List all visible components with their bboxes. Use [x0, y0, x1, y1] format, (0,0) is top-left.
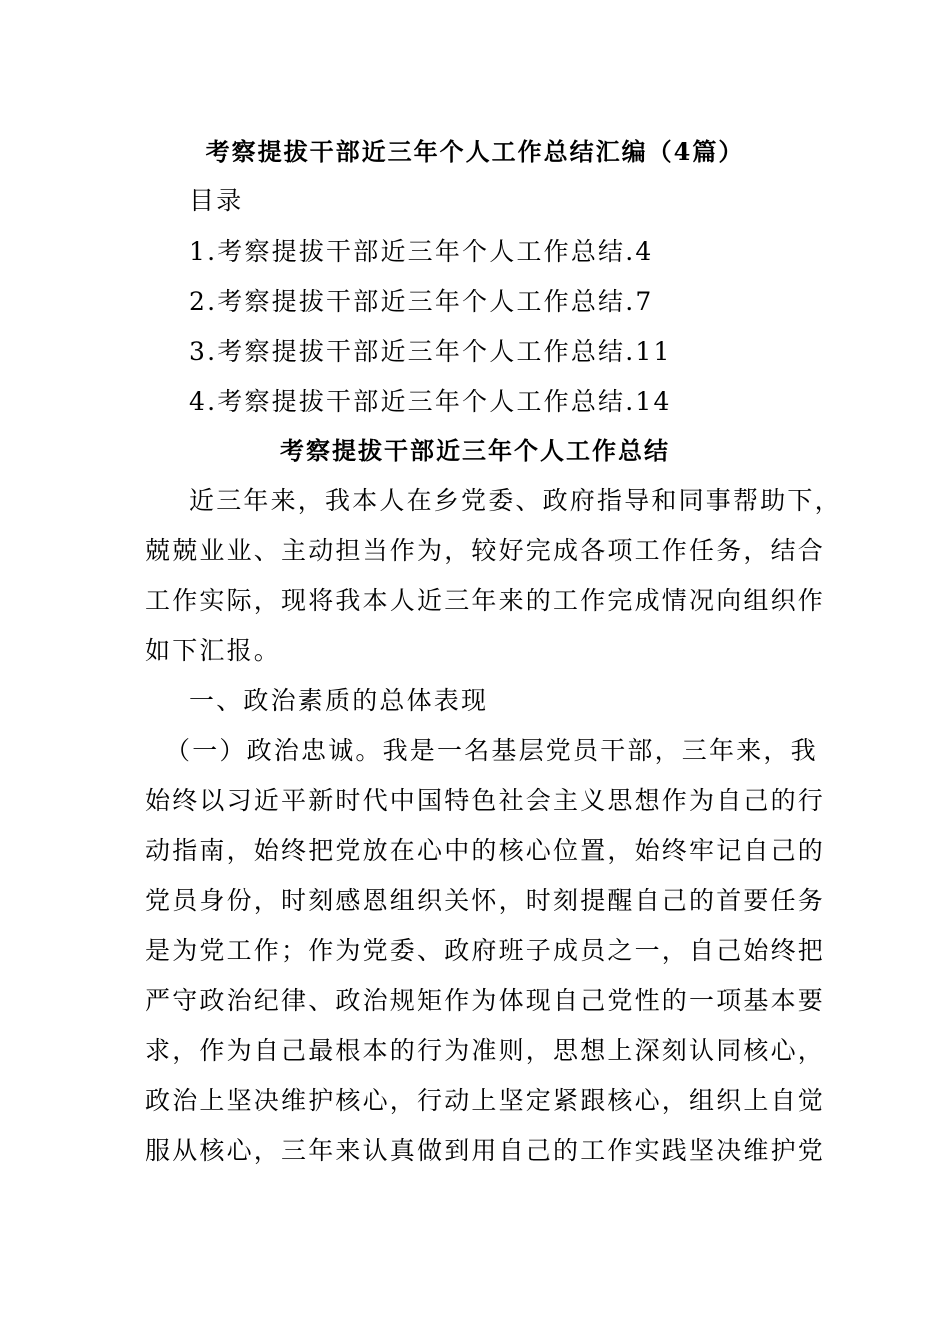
- para1-line: 严守政治纪律、政治规矩作为体现自己党性的一项基本要: [145, 986, 826, 1015]
- toc-item-1[interactable]: 1.考察提拔干部近三年个人工作总结.4: [189, 237, 654, 266]
- toc-item-2[interactable]: 2.考察提拔干部近三年个人工作总结.7: [189, 287, 654, 316]
- para1-line: 动指南，始终把党放在心中的核心位置，始终牢记自己的: [145, 836, 826, 865]
- toc-heading: 目录: [189, 186, 244, 215]
- para1-line: 政治上坚决维护核心，行动上坚定紧跟核心，组织上自觉: [145, 1086, 826, 1115]
- para1-line: 是为党工作；作为党委、政府班子成员之一，自己始终把: [145, 936, 826, 965]
- para1-line: 党员身份，时刻感恩组织关怀，时刻提醒自己的首要任务: [145, 886, 826, 915]
- heading-1: 一、政治素质的总体表现: [189, 686, 489, 715]
- document-main-title: 考察提拔干部近三年个人工作总结汇编（4篇）: [205, 137, 745, 166]
- toc-item-3[interactable]: 3.考察提拔干部近三年个人工作总结.11: [189, 337, 672, 366]
- intro-line: 近三年来，我本人在乡党委、政府指导和同事帮助下，: [189, 486, 842, 515]
- para1-line: 服从核心，三年来认真做到用自己的工作实践坚决维护党: [145, 1136, 826, 1165]
- intro-line: 工作实际，现将我本人近三年来的工作完成情况向组织作: [145, 586, 826, 615]
- para1-line: 始终以习近平新时代中国特色社会主义思想作为自己的行: [145, 786, 826, 815]
- section-title: 考察提拔干部近三年个人工作总结: [280, 436, 670, 465]
- intro-line: 兢兢业业、主动担当作为，较好完成各项工作任务，结合: [145, 536, 826, 565]
- para1-line: 求，作为自己最根本的行为准则，思想上深刻认同核心，: [145, 1036, 826, 1065]
- toc-item-4[interactable]: 4.考察提拔干部近三年个人工作总结.14: [189, 387, 672, 416]
- para1-line: （一）政治忠诚。我是一名基层党员干部，三年来，我: [165, 736, 818, 765]
- intro-line: 如下汇报。: [145, 636, 282, 665]
